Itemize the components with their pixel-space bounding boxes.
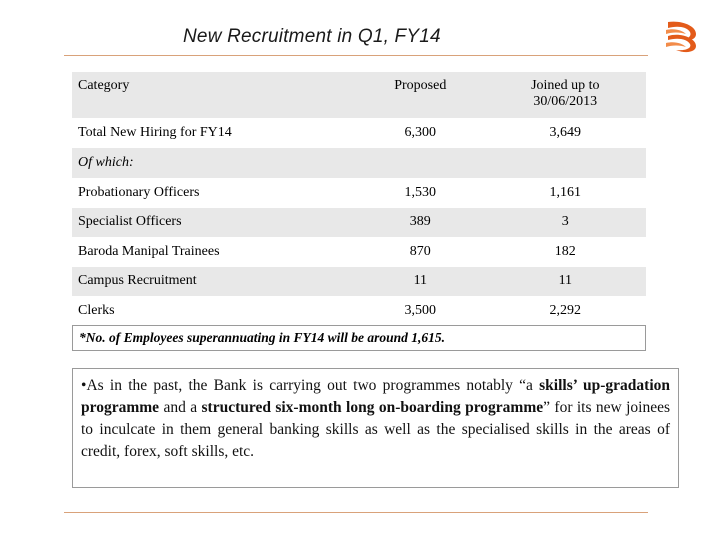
- paragraph-text-1: As in the past, the Bank is carrying out two programmes notably “a: [86, 377, 540, 394]
- paragraph-text-3: ” for its new joinees to inculcate in them general banking skills as well as the specialised skills in the areas of credit, forex, soft skills, etc.: [81, 399, 671, 460]
- row-category: Clerks: [78, 302, 115, 318]
- bottom-divider: [64, 512, 648, 513]
- table-row: [72, 296, 646, 326]
- row-category: Campus Recruitment: [78, 273, 197, 289]
- title-divider: [64, 55, 648, 56]
- programmes-paragraph: [72, 368, 679, 488]
- row-joined: 3: [561, 214, 569, 230]
- table-row: [72, 237, 646, 267]
- row-category: Probationary Officers: [78, 184, 200, 200]
- total-joined: 3,649: [549, 125, 582, 140]
- table-row-of-which: [72, 148, 646, 178]
- recruitment-table: [72, 72, 646, 326]
- row-joined: 11: [558, 273, 573, 289]
- page-title: New Recruitment in Q1, FY14: [183, 26, 441, 47]
- row-joined: 2,292: [549, 302, 582, 318]
- total-proposed: 6,300: [404, 125, 437, 140]
- row-category: Baroda Manipal Trainees: [78, 243, 220, 259]
- row-proposed: 870: [409, 243, 431, 259]
- table-header-row: [72, 72, 646, 118]
- row-proposed: 1,530: [404, 184, 437, 200]
- row-joined: 182: [554, 243, 576, 259]
- header-joined-line2: 30/06/2013: [533, 94, 598, 109]
- header-proposed: Proposed: [394, 78, 447, 93]
- total-category: Total New Hiring for FY14: [78, 125, 232, 140]
- paragraph-bold-2: structured six-month long on-boarding programme: [201, 399, 544, 416]
- row-proposed: 389: [409, 214, 431, 230]
- header-joined-line1: Joined up to: [531, 78, 600, 93]
- table-row: [72, 208, 646, 238]
- footnote: *No. of Employees superannuating in FY14 will be around 1,615.: [72, 325, 646, 351]
- bullet-glyph: •: [81, 377, 87, 394]
- row-proposed: 11: [413, 273, 428, 289]
- row-joined: 1,161: [549, 184, 582, 200]
- row-proposed: 3,500: [404, 302, 437, 318]
- of-which-label: Of which:: [78, 155, 134, 170]
- table-row: [72, 267, 646, 297]
- table-row-total: [72, 118, 646, 148]
- paragraph-text-2: and a: [159, 399, 202, 416]
- header-category: Category: [78, 78, 130, 93]
- row-category: Specialist Officers: [78, 214, 182, 230]
- header-joined: [485, 72, 646, 118]
- table-row: [72, 178, 646, 208]
- paragraph-bold-1: skills’ up-gradation programme: [81, 377, 670, 416]
- bank-logo-icon: [662, 16, 702, 56]
